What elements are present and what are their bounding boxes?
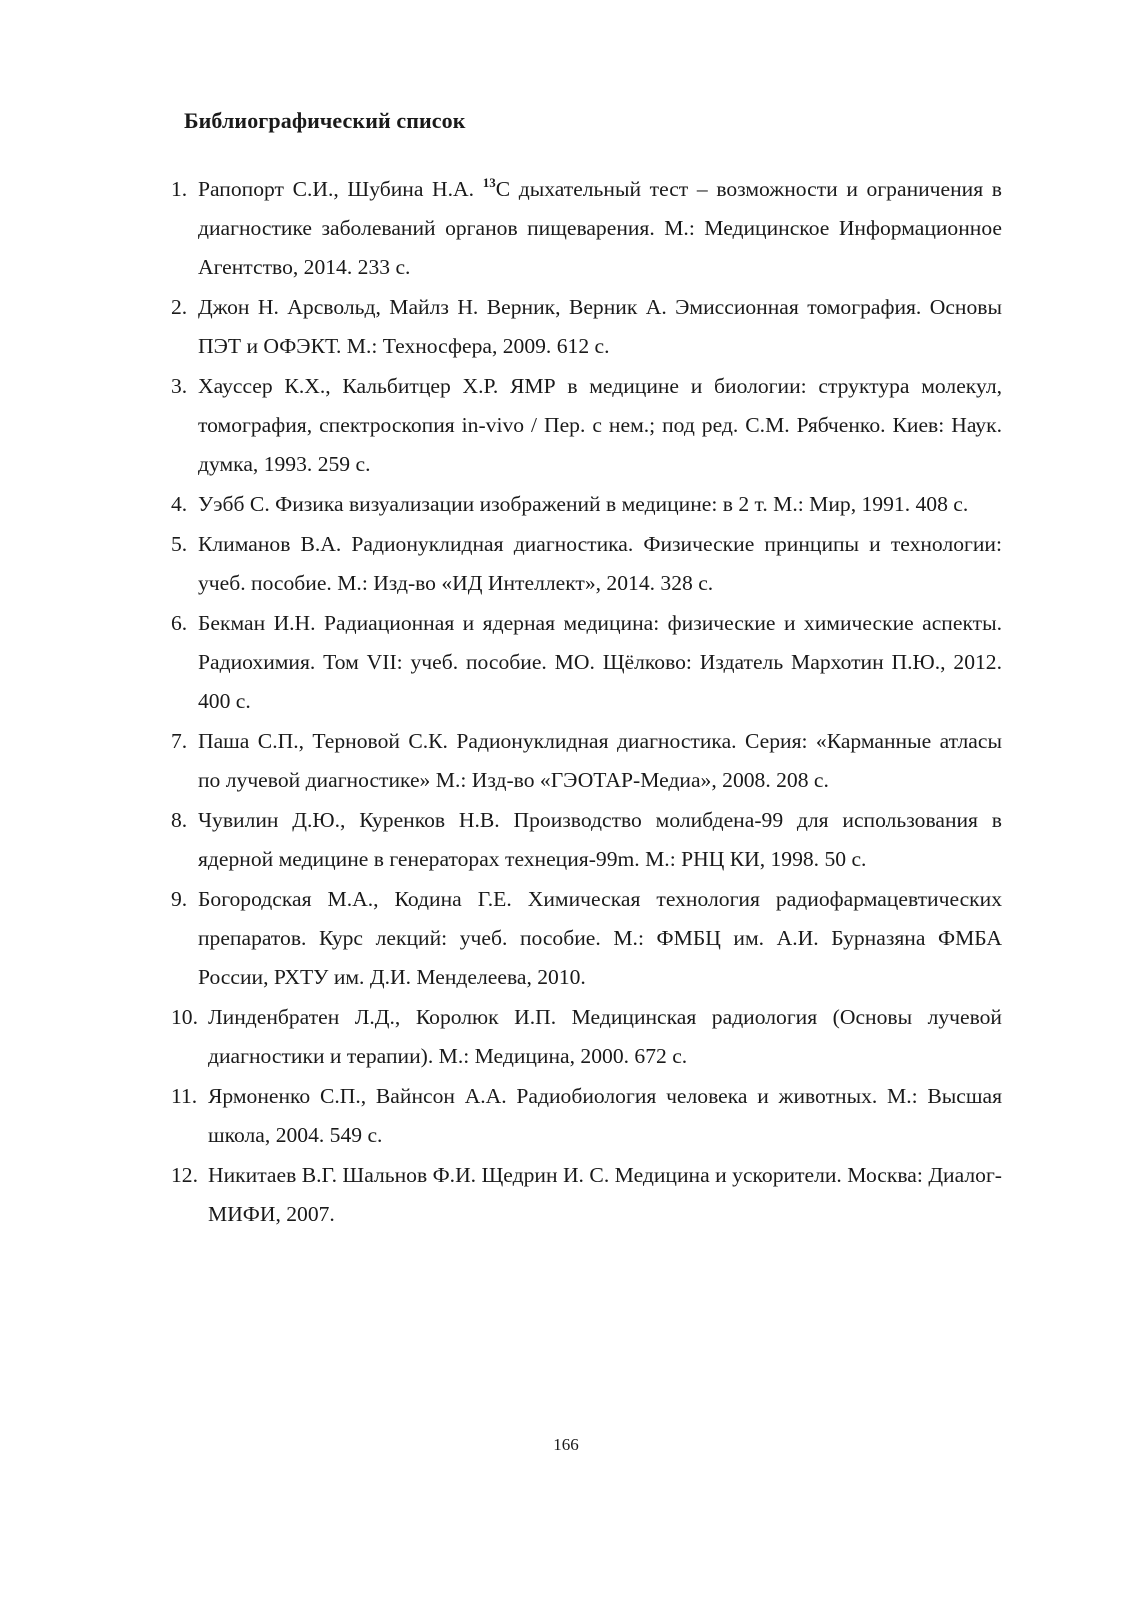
section-heading: Библиографический список <box>184 108 466 133</box>
reference-number: 8. <box>171 808 188 832</box>
page-number: 166 <box>553 1435 579 1454</box>
list-item <box>171 485 1002 524</box>
bibliography-list <box>171 170 1002 1235</box>
list-item <box>171 170 1002 287</box>
reference-text: Богородская М.А., Кодина Г.Е. Химическая технология радиофармацевтических препаратов. Курс лекций: учеб. пособие. М.: ФМБЦ им. А.И. Бурназяна ФМБА России, РХТУ им. Д.И. Менделеева, 2010. <box>198 887 1002 989</box>
reference-number: 9. <box>171 887 188 911</box>
reference-number: 7. <box>171 729 188 753</box>
list-item <box>171 998 1002 1076</box>
reference-text: Уэбб С. Физика визуализации изображений в медицине: в 2 т. М.: Мир, 1991. 408 с. <box>198 492 969 516</box>
reference-number: 12. <box>171 1163 198 1187</box>
reference-number: 2. <box>171 295 188 319</box>
reference-text: Чувилин Д.Ю., Куренков Н.В. Производство молибдена-99 для использования в ядерной медицине в генераторах технеция-99m. М.: РНЦ КИ, 1998. 50 с. <box>198 808 1002 871</box>
list-item <box>171 288 1002 366</box>
reference-text: Хауссер К.Х., Кальбитцер Х.Р. ЯМР в медицине и биологии: структура молекул, томография, спектроскопия in-vivo / Пер. с нем.; под ред. С.М. Рябченко. Киев: Наук. думка, 1993. 259 с. <box>198 374 1002 476</box>
reference-text: Паша С.П., Терновой С.К. Радионуклидная диагностика. Серия: «Карманные атласы по лучевой диагностике» М.: Изд-во «ГЭОТАР-Медиа», 2008. 208 с. <box>198 729 1002 792</box>
superscript-isotope: 13 <box>482 175 496 190</box>
list-item <box>171 525 1002 603</box>
reference-number: 4. <box>171 492 188 516</box>
list-item <box>171 880 1002 997</box>
reference-text: Ярмоненко С.П., Вайнсон А.А. Радиобиология человека и животных. М.: Высшая школа, 2004. 549 с. <box>208 1084 1002 1147</box>
reference-text: Джон Н. Арсвольд, Майлз Н. Верник, Верник А. Эмиссионная томография. Основы ПЭТ и ОФЭКТ. М.: Техносфера, 2009. 612 с. <box>198 295 1002 358</box>
list-item <box>171 722 1002 800</box>
reference-number: 3. <box>171 374 188 398</box>
reference-text-prefix: Рапопорт С.И., Шубина Н.А. <box>198 177 483 201</box>
reference-number: 5. <box>171 532 188 556</box>
reference-number: 11. <box>171 1084 198 1108</box>
reference-text: Линденбратен Л.Д., Королюк И.П. Медицинская радиология (Основы лучевой диагностики и терапии). М.: Медицина, 2000. 672 с. <box>208 1005 1002 1068</box>
list-item <box>171 367 1002 484</box>
reference-text: Климанов В.А. Радионуклидная диагностика. Физические принципы и технологии: учеб. пособие. М.: Изд-во «ИД Интеллект», 2014. 328 с. <box>198 532 1002 595</box>
list-item <box>171 801 1002 879</box>
reference-number: 10. <box>171 1005 198 1029</box>
reference-text: С дыхательный тест – возможности и ограничения в диагностике заболеваний органов пищеварения. М.: Медицинское Информационное Агентство, 2014. 233 с. <box>198 177 1003 279</box>
list-item <box>171 1077 1002 1155</box>
reference-number: 6. <box>171 611 188 635</box>
reference-number: 1. <box>171 177 188 201</box>
reference-text: Никитаев В.Г. Шальнов Ф.И. Щедрин И. С. Медицина и ускорители. Москва: Диалог-МИФИ, 2007. <box>208 1163 1002 1226</box>
list-item <box>171 604 1002 721</box>
list-item <box>171 1156 1002 1234</box>
reference-text: Бекман И.Н. Радиационная и ядерная медицина: физические и химические аспекты. Радиохимия. Том VII: учеб. пособие. МО. Щёлково: Издатель Мархотин П.Ю., 2012. 400 с. <box>198 611 1002 713</box>
